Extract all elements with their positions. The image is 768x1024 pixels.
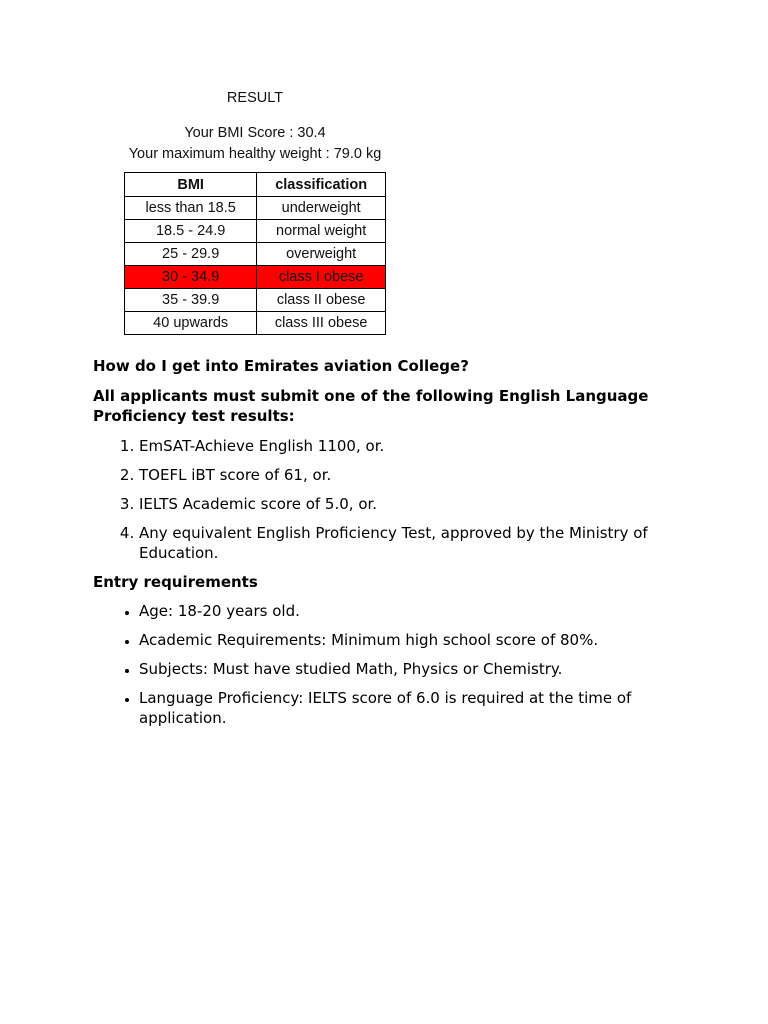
bmi-classification-table (124, 172, 386, 335)
list-item: 1. EmSAT-Achieve English 1100, or. (139, 436, 683, 456)
list-item: 2. TOEFL iBT score of 61, or. (139, 465, 683, 485)
bmi-range: less than 18.5 (125, 197, 257, 220)
bmi-range: 40 upwards (125, 312, 257, 335)
bmi-class: normal weight (257, 220, 386, 243)
list-item: • Language Proficiency: IELTS score of 6.0 is required at the time of application. (139, 688, 683, 728)
bmi-range: 18.5 - 24.9 (125, 220, 257, 243)
bmi-range: 30 - 34.9 (125, 266, 257, 289)
table-row-highlighted (125, 266, 386, 289)
bmi-class: underweight (257, 197, 386, 220)
document-body (93, 356, 683, 737)
list-item: 4. Any equivalent English Proficiency Test, approved by the Ministry of Education. (139, 523, 683, 563)
max-healthy-weight: Your maximum healthy weight : 79.0 kg (128, 146, 382, 162)
list-item: • Subjects: Must have studied Math, Physics or Chemistry. (139, 659, 683, 679)
entry-requirements-heading: Entry requirements (93, 573, 258, 591)
column-header-classification: classification (257, 173, 386, 197)
column-header-bmi: BMI (125, 173, 257, 197)
table-row (125, 243, 386, 266)
result-title: RESULT (226, 90, 284, 106)
table-row (125, 220, 386, 243)
test-list (93, 436, 683, 563)
bmi-class: class III obese (257, 312, 386, 335)
list-item: • Age: 18-20 years old. (139, 601, 683, 621)
bmi-class: class I obese (257, 266, 386, 289)
requirements-list (93, 601, 683, 728)
list-item: • Academic Requirements: Minimum high school score of 80%. (139, 630, 683, 650)
table-row (125, 289, 386, 312)
bmi-score: Your BMI Score : 30.4 (184, 125, 326, 141)
table-header-row (125, 173, 386, 197)
bmi-range: 35 - 39.9 (125, 289, 257, 312)
question-heading: How do I get into Emirates aviation College? (93, 357, 469, 375)
table-row (125, 312, 386, 335)
list-item: 3. IELTS Academic score of 5.0, or. (139, 494, 683, 514)
bmi-class: class II obese (257, 289, 386, 312)
bmi-result-panel (124, 88, 386, 165)
intro-heading: All applicants must submit one of the following English Language Proficiency test results: (93, 387, 649, 425)
bmi-class: overweight (257, 243, 386, 266)
table-row (125, 197, 386, 220)
bmi-range: 25 - 29.9 (125, 243, 257, 266)
